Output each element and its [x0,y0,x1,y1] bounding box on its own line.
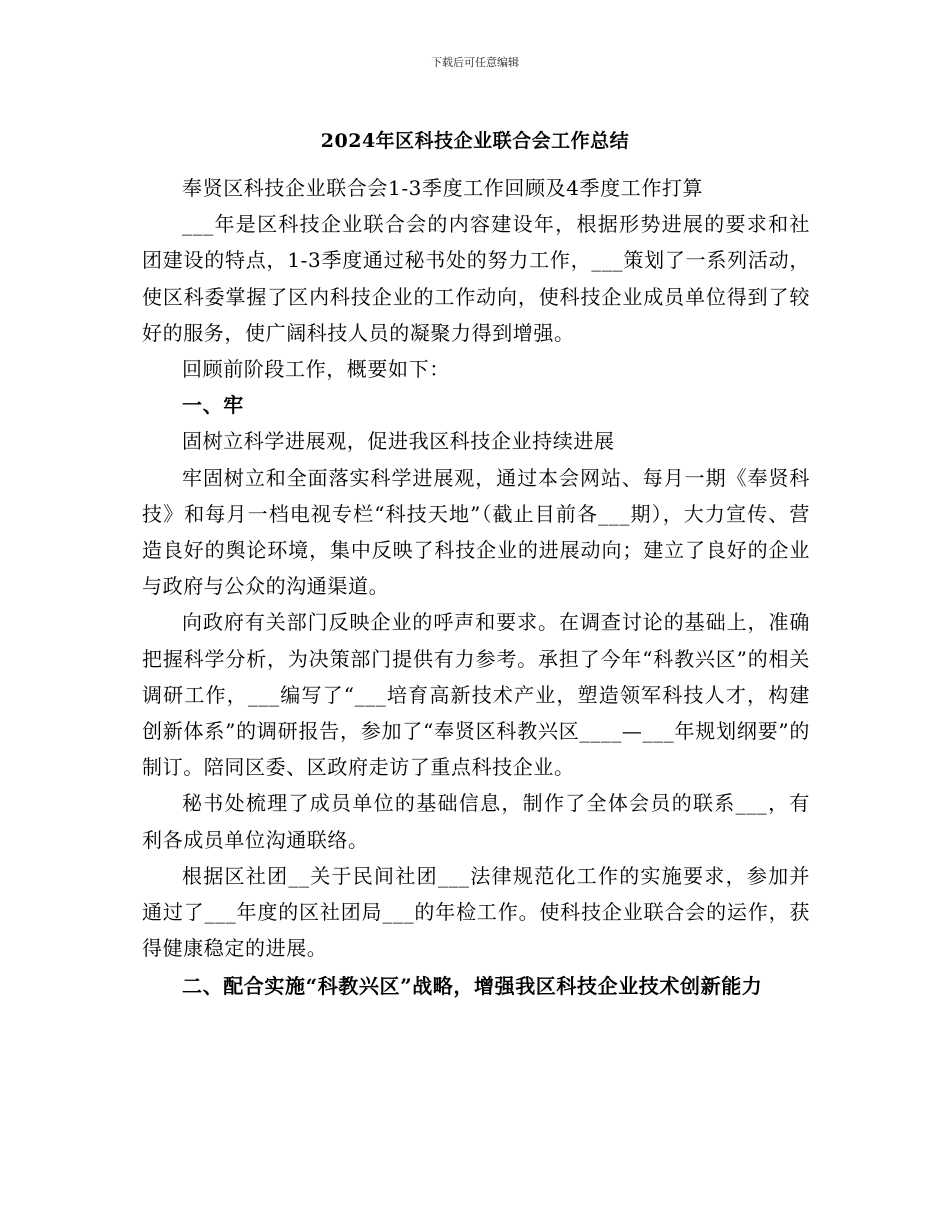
paragraph-subtitle: 奉贤区科技企业联合会1-3季度工作回顾及4季度工作打算 [182,176,704,200]
section-heading-1: 一、牢 [182,393,244,418]
paragraph-publicity: 牢固树立和全面落实科学进展观，通过本会网站、每月一期《奉贤科技》和每月一档电视专栏“科技天地”（截止目前各___期），大力宣传、营造良好的舆论环境，集中反映了科技企业的进展动向；建立了良好的企业与政府与公众的沟通渠道。 [142,465,810,599]
paragraph-intro: ___年是区科技企业联合会的内容建设年，根据形势进展的要求和社团建设的特点，1-3季度通过秘书处的努力工作，___策划了一系列活动，使区科委掌握了区内科技企业的工作动向，使科技企业成员单位得到了较好的服务，使广阔科技人员的凝聚力得到增强。 [142,212,810,345]
paragraph-section-1-topic: 固树立科学进展观，促进我区科技企业持续进展 [182,429,615,454]
paragraph-inspection: 根据区社团__关于民间社团___法律规范化工作的实施要求，参加并通过了___年度的区社团局___的年检工作。使科技企业联合会的运作，获得健康稳定的进展。 [142,863,810,961]
section-heading-2: 二、配合实施“科教兴区”战略，增强我区科技企业技术创新能力 [182,974,763,999]
paragraph-government: 向政府有关部门反映企业的呼声和要求。在调查讨论的基础上，准确把握科学分析，为决策部门提供有力参考。承担了今年“科教兴区”的相关调研工作，___编写了“___培育高新技术产业，塑造领军科技人才，构建创新体系”的调研报告，参加了“奉贤区科教兴区____—___年规划纲要”的制订。陪同区委、区政府走访了重点科技企业。 [142,610,810,780]
paragraph-secretariat: 秘书处梳理了成员单位的基础信息，制作了全体会员的联系___，有利各成员单位沟通联络。 [142,791,810,852]
document-body [142,170,810,1005]
paragraph-review: 回顾前阶段工作，概要如下： [182,357,450,382]
document-title: 2024年区科技企业联合会工作总结 [320,130,630,152]
header-note: 下载后可任意编辑 [431,56,519,69]
